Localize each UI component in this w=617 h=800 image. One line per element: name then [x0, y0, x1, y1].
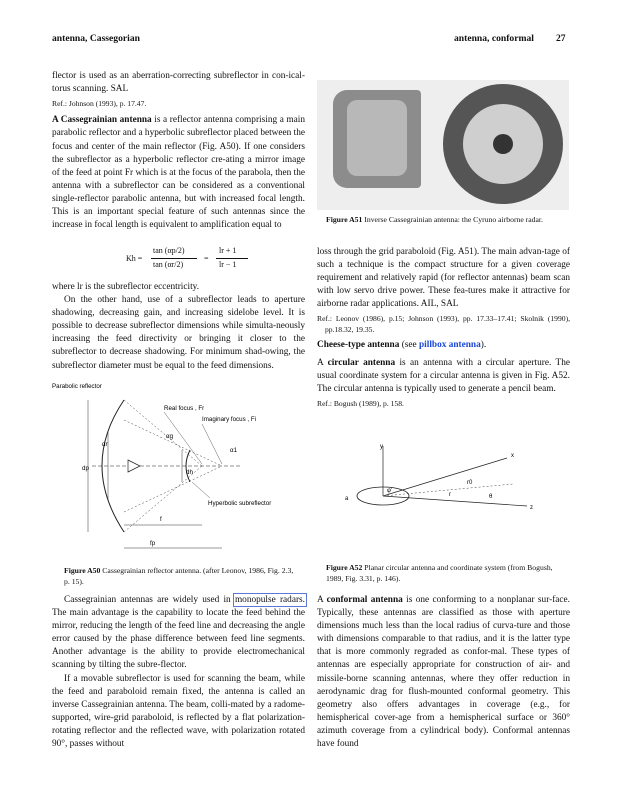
figure-a51-photo — [317, 80, 569, 210]
formula-lhs: Kh = — [126, 254, 143, 263]
formula-den1: tan (αr/2) — [153, 260, 184, 269]
monopulse-radars-link[interactable]: monopulse radars. — [234, 595, 305, 605]
airborne-paragraph: loss through the grid paraboloid (Fig. A51). The main advan-tage of such a technique is the compact structure for a given coverage requirement and relatively rapid (for reflector antennas) beam scan with low servo drive power. These fea-tures make it attractive for airborne radar applications. AIL, SAL — [317, 247, 570, 310]
cassegrain-text: is a reflector antenna comprising a main parabolic reflector and a hyperbolic subreflector placed between the focus and center of the main reflector (Fig. A50). If one considers the subreflector as a hyperbolic reflector cre-ating a mirror image of the feed at point Fr which is at the focus of the parabola, then the antenna with a subreflector can be considered as a conventional single-reflector parabolic antenna, but with increased focal length. This is an important special feature of such antennas since the increase in focal length is equivalent to amplification equal to — [52, 115, 305, 231]
label-fp: fp — [150, 540, 156, 547]
fraction-bar-1 — [151, 258, 197, 259]
conformal-text: is one conforming to a nonplanar sur-face. Typically, these antennas are classified as those with aperture dimensions much less than the local radius of curva-ture and those with dimensions comparable to that radius, and it is the latter type that is more commonly regraded as confor-mal. These types of antennas are especially appropriate for construction of air- and missile-borne scanning antennas, where they offer reduction in aerodynamic drag for flush-mounted conformal geometry. This geometry also offers advantages in coverage (e.g., for hemispherical cover-age from a hemispherical surface or 360° azimuth coverage from a cylindrical body). Conformal antennas have found — [317, 595, 570, 750]
fraction-bar-2 — [216, 258, 248, 259]
left-column-top — [52, 70, 305, 232]
formula-num1: tan (αp/2) — [153, 246, 185, 255]
label-a: a — [345, 496, 349, 502]
label-dp: dp — [82, 465, 89, 472]
label-y: y — [380, 444, 383, 450]
x-axis — [383, 458, 507, 496]
pillbox-antenna-link[interactable]: pillbox antenna — [419, 339, 481, 350]
figure-a50-label: Figure A50 — [64, 566, 101, 575]
figure-a52-caption — [326, 563, 566, 584]
label-dr: dr — [102, 441, 108, 448]
circular-a: A — [317, 357, 328, 368]
label-r: r — [449, 492, 451, 498]
feed-horn-icon — [128, 460, 140, 472]
formula-num2: lr + 1 — [219, 246, 237, 255]
label-theta: θ — [489, 494, 493, 500]
photo-radar-feed — [493, 134, 513, 154]
airborne-reference: Ref.: Leonov (1986), p.15; Johnson (1993), pp. 17.33–17.41; Skolnik (1990), pp.18.32, 19.35. — [317, 314, 570, 334]
monopulse-paragraph — [52, 594, 305, 673]
label-real-focus: Real focus , Fr — [164, 405, 205, 412]
circular-term: circular antenna — [327, 357, 396, 368]
figure-a52-label: Figure A52 — [326, 563, 363, 572]
circular-paragraph — [317, 357, 570, 396]
figure-a50-text: Cassegrainian reflector antenna. (after Leonov, 1986, Fig. 2.3, p. 15). — [64, 566, 294, 586]
cheese-end: ). — [480, 339, 487, 350]
page-number: 27 — [556, 33, 566, 44]
label-phi: φ' — [387, 488, 393, 494]
label-imaginary-focus: Imaginary focus , Fi — [202, 416, 256, 423]
shadowing-paragraph: On the other hand, use of a subreflector leads to aperture shadowing, decreasing gain, and increasing sidelobe level. It is possible to decrease subreflector dimensions while simulta-neously increasing the feed directivity or bringing it closer to the subreflector to decrease shadowing. For minimum shad-owing, the subreflector diameter must be equal to the feed dimensions. — [52, 295, 305, 371]
cheese-see: (see — [399, 339, 419, 350]
label-alpha-1: α1 — [230, 447, 238, 454]
intro-paragraph: flector is used as an aberration-correcting subreflector in con-ical-torus scanning. SAL — [52, 71, 305, 95]
circular-reference: Ref.: Bogush (1989), p. 158. — [317, 399, 404, 409]
intro-reference: Ref.: Johnson (1993), p. 17.47. — [52, 99, 147, 109]
conformal-a: A — [317, 595, 327, 605]
figure-a51-caption — [326, 215, 566, 226]
monopulse-text-a: Cassegrainian antennas are widely used in — [64, 595, 235, 605]
conformal-paragraph — [317, 594, 570, 751]
photo-radar-body-left-highlight — [347, 100, 407, 176]
cheese-term: Cheese-type antenna — [317, 339, 400, 350]
circular-text: is an antenna with a circular aperture. The usual coordinate system for a circular antenna is given in Fig. A52. The circular antenna is typically used to generate a pencil beam. — [317, 357, 570, 395]
label-r0: r0 — [467, 480, 473, 486]
formula-den2: lr − 1 — [219, 260, 237, 269]
cassegrain-diagram — [52, 380, 305, 560]
left-column-mid — [52, 281, 305, 373]
figure-a51-label: Figure A51 — [326, 215, 363, 224]
figure-a50-caption — [64, 566, 299, 587]
label-alpha-g: αg — [166, 433, 174, 440]
left-column-bottom — [52, 594, 305, 751]
inverse-cassegrain-paragraph: If a movable subreflector is used for scanning the beam, while the feed and paraboloid remain fixed, the antenna is called an inverse Cassegrainian antenna. The beam, colli-mated by a radome-supported, wire-grid paraboloid, is reflected by a flat polarization-rotating reflector and the reflected wave, with polarization rotated 90°, passes without — [52, 673, 305, 750]
ray-upper-2 — [124, 420, 222, 466]
label-dh: dh — [186, 469, 193, 476]
label-parabolic-reflector: Parabolic reflector — [52, 383, 102, 390]
circular-antenna-diagram — [317, 440, 570, 552]
where-line: where lr is the subreflector eccentricity. — [52, 282, 200, 292]
right-column-bottom — [317, 594, 570, 751]
gain-formula — [126, 246, 266, 274]
label-f: f — [160, 516, 162, 523]
label-z: z — [530, 505, 533, 511]
figure-a52-text: Planar circular antenna and coordinate system (from Bogush, 1989, Fig. 3.31, p. 146). — [326, 563, 553, 583]
running-header-right: antenna, conformal — [454, 33, 534, 44]
monopulse-text-b: The main advantage is the capability to locate the feed behind the mirror, reducing the length of the feed line and decreasing the angle error caused by the phase difference between feed line segments. Another advantage is the ability to provide electromechanical scanning by tilting the subre-flector. — [52, 608, 305, 671]
figure-a51-text: Inverse Cassegrainian antenna: the Cyruno airborne radar. — [362, 215, 543, 224]
cassegrain-term: A Cassegrainian antenna — [52, 115, 152, 126]
label-hyperbolic-subreflector: Hyperbolic subreflector — [208, 500, 272, 507]
right-column-top — [317, 246, 570, 409]
cheese-paragraph — [317, 339, 570, 352]
hyperbolic-leader — [192, 482, 210, 498]
label-x: x — [511, 453, 514, 459]
conformal-term: conformal antenna — [326, 595, 403, 605]
formula-eq: = — [204, 254, 209, 263]
running-header-left: antenna, Cassegorian — [52, 33, 140, 44]
cassegrain-paragraph — [52, 114, 305, 232]
